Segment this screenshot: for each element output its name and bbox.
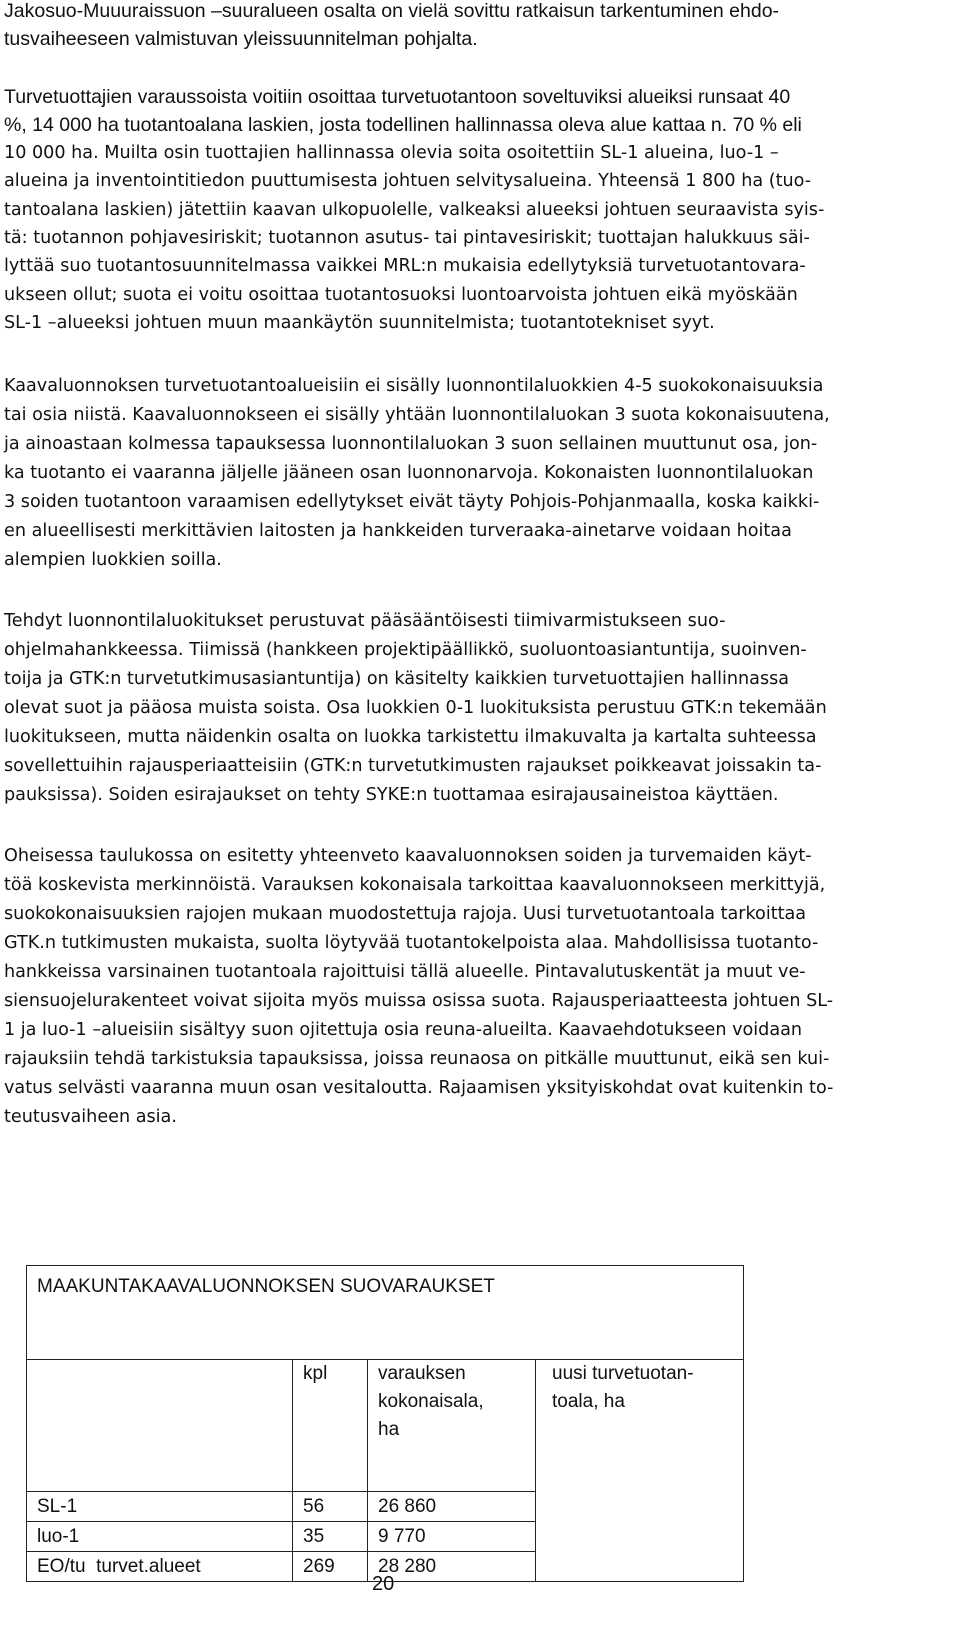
text-line: alueina ja inventointitiedon puuttumisesta johtuen selvitysalueina. Yhteensä 1 800 ha (tuo- [4, 171, 812, 192]
text-line: en alueellisesti merkittävien laitosten ja hankkeiden turveraaka-ainetarve voidaan hoitaa [4, 521, 792, 541]
text-line: toija ja GTK:n turvetutkimusasiantuntija) on käsitelty kaikkien turvetuottajien hallinnassa [4, 669, 790, 689]
text-line: ja ainoastaan kolmessa tapauksessa luonnontilaluokan 3 suon sellainen muuttunut osa, jon- [4, 434, 818, 454]
text-line: suokokonaisuuksien rajojen mukaan muodostettuja rajoja. Uusi turvetuotantoala tarkoittaa [4, 904, 807, 924]
text-line: Kaavaluonnoksen turvetuotantoalueisiin ei sisälly luonnontilaluokkien 4-5 suokokonaisuuksia [4, 376, 824, 396]
text-line: 3 soiden tuotantoon varaamisen edellytykset eivät täyty Pohjois-Pohjanmaalla, koska kaikki- [4, 492, 820, 512]
text-line: vatus selvästi vaaranna muun osan vesitaloutta. Rajaamisen yksityiskohdat ovat kuitenkin to- [4, 1078, 834, 1098]
text-line: rajauksiin tehdä tarkistuksia tapauksissa, joissa reunaosa on pitkälle muuttunut, eikä sen kui- [4, 1049, 830, 1069]
text-line: ka tuotanto ei vaaranna jäljelle jääneen osan luonnonarvoja. Kokonaisten luonnontilaluokan [4, 463, 814, 483]
row-area: 28 280 [368, 1552, 536, 1582]
text-line: siensuojelurakenteet voivat sijoita myös muissa osissa suota. Rajausperiaatteesta johtuen SL- [4, 991, 834, 1011]
header-cell-kokonaisala [368, 1360, 536, 1492]
text-line: olevat suot ja pääosa muista soista. Osa luokkien 0-1 luokituksista perustuu GTK:n tekemään [4, 698, 827, 718]
text-line: tä: tuotannon pohjavesiriskit; tuotannon asutus- tai pintavesiriskit; tuottajan halukkuus säi- [4, 228, 810, 248]
text-line: Oheisessa taulukossa on esitetty yhteenveto kaavaluonnoksen soiden ja turvemaiden käyt- [4, 846, 812, 866]
text-line: ukseen ollut; suota ei voitu osoittaa tuotantosuoksi luontoarvoista johtuen eikä myöskään [4, 284, 798, 305]
header-cell-kpl: kpl [293, 1360, 368, 1492]
row-label: EO/tu turvet.alueet [27, 1552, 293, 1582]
row-label: SL-1 [27, 1492, 293, 1522]
text-line: töä koskevista merkinnöistä. Varauksen kokonaisala tarkoittaa kaavaluonnokseen merkittyjä, [4, 875, 826, 895]
text-line: lyttää suo tuotantosuunnitelmassa vaikkei MRL:n mukaisia edellytyksiä turvetuotantovara- [4, 256, 806, 277]
suovaraukset-table [26, 1265, 744, 1582]
row-label: luo-1 [27, 1522, 293, 1552]
page-number: 20 [372, 1573, 395, 1595]
table-header-row [27, 1360, 744, 1492]
header-cell-uusi-ala [536, 1360, 744, 1582]
header-cell-1 [27, 1360, 293, 1492]
row-area: 26 860 [368, 1492, 536, 1522]
text-line: GTK.n tutkimusten mukaista, suolta löytyvää tuotantokelpoista alaa. Mahdollisissa tuotanto- [4, 933, 819, 953]
text-line: 1 ja luo-1 –alueisiin sisältyy suon ojitettuja osia reuna-alueilta. Kaavaehdotukseen voidaan [4, 1020, 803, 1040]
text-line: Tehdyt luonnontilaluokitukset perustuvat pääsääntöisesti tiimivarmistukseen suo- [4, 611, 726, 631]
text-line: sovellettuihin rajausperiaatteisiin (GTK:n turvetutkimusten rajaukset poikkeavat joissakin ta- [4, 756, 822, 776]
text-line: alempien luokkien soilla. [4, 550, 222, 570]
text-line: 10 000 ha. Muilta osin tuottajien hallinnassa olevia soita osoitettiin SL-1 alueina, luo-1 – [4, 142, 779, 163]
text-line: teutusvaiheen asia. [4, 1107, 177, 1127]
text-line: ohjelmahankkeessa. Tiimissä (hankkeen projektipäällikkö, suoluontoasiantuntija, suoinven- [4, 640, 807, 660]
header-line: uusi turvetuotan- toala, ha [552, 1363, 694, 1412]
row-kpl: 269 [293, 1552, 368, 1582]
text-line: Jakosuo-Muuuraissuon –suuralueen osalta on vielä sovittu ratkaisun tarkentuminen ehdo- [4, 0, 780, 22]
text-line: tai osia niistä. Kaavaluonnokseen ei sisälly yhtään luonnontilaluokan 3 suota kokonaisuutena, [4, 405, 830, 425]
row-kpl: 56 [293, 1492, 368, 1522]
text-line: luokitukseen, mutta näidenkin osalta on luokka tarkistettu ilmakuvalta ja kartalta suhteessa [4, 727, 817, 747]
row-kpl: 35 [293, 1522, 368, 1552]
row-area: 9 770 [368, 1522, 536, 1552]
text-line: tantoalana laskien) jätettiin kaavan ulkopuolelle, valkeaksi alueeksi johtuen seuraavista syis- [4, 199, 825, 220]
text-line: %, 14 000 ha tuotantoalana laskien, josta todellinen hallinnassa oleva alue kattaa n. 70 % eli [4, 114, 802, 137]
text-line: pauksissa). Soiden esirajaukset on tehty SYKE:n tuottamaa esirajausaineistoa käyttäen. [4, 785, 779, 805]
text-line: hankkeissa varsinainen tuotantoala rajoittuisi tällä alueelle. Pintavalutuskentät ja muut ve- [4, 962, 806, 982]
text-line: SL-1 –alueeksi johtuen muun maankäytön suunnitelmista; tuotantotekniset syyt. [4, 313, 715, 334]
text-line: Turvetuottajien varaussoista voitiin osoittaa turvetuotantoon soveltuviksi alueiksi runsaat 40 [4, 86, 791, 108]
text-line: tusvaiheeseen valmistuvan yleissuunnitelman pohjalta. [4, 27, 478, 50]
header-line: varauksen kokonaisala, ha [378, 1363, 484, 1440]
table-title: MAAKUNTAKAAVALUONNOKSEN SUOVARAUKSET [27, 1266, 744, 1360]
